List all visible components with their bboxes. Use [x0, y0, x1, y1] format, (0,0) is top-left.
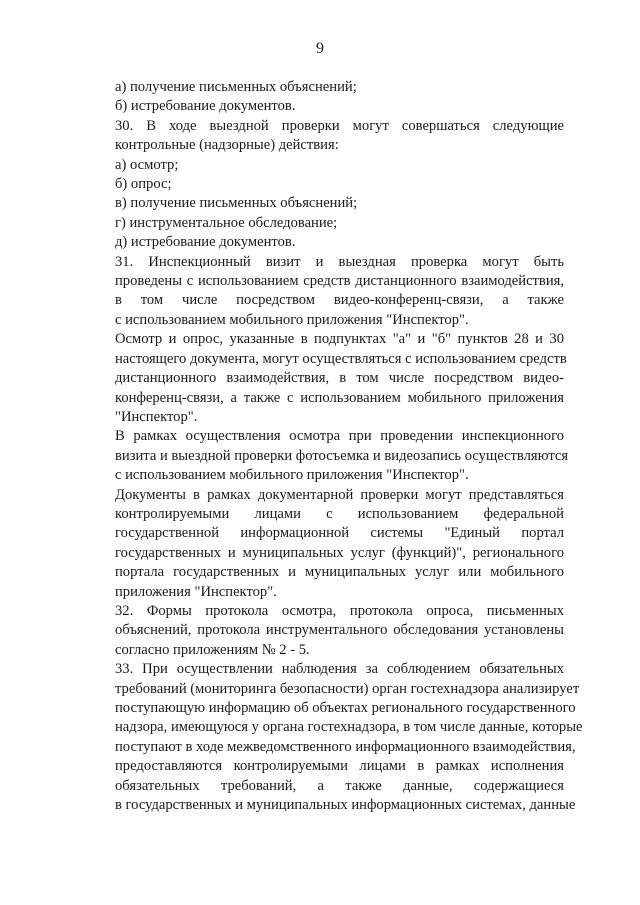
text-line: контролируемыми лицами с использованием федеральной — [115, 505, 564, 522]
text-line: в государственных и муниципальных информационных системах, данные — [115, 797, 576, 814]
text-line: предоставляются контролируемыми лицами в рамках исполнения — [115, 758, 564, 775]
text-line: требований (мониторинга безопасности) орган гостехнадзора анализирует — [115, 680, 580, 697]
text-line: Документы в рамках документарной проверки могут представляться — [115, 486, 564, 503]
text-line: портала государственных и муниципальных услуг или мобильного — [115, 564, 564, 581]
text-line: дистанционного взаимодействия, в том числе посредством видео- — [115, 370, 564, 387]
paragraph — [78, 486, 564, 602]
text-line: В рамках осуществления осмотра при проведении инспекционного — [115, 428, 564, 445]
paragraph — [78, 214, 564, 233]
text-line: г) инструментальное обследование; — [115, 214, 338, 231]
document-body — [78, 78, 583, 815]
text-line: д) истребование документов. — [115, 234, 296, 251]
paragraph — [78, 78, 564, 97]
text-line: надзора, имеющуюся у органа гостехнадзора, в том числе данные, которые — [115, 719, 583, 736]
paragraph — [78, 330, 567, 427]
paragraph — [78, 194, 564, 213]
text-line: а) осмотр; — [115, 156, 179, 173]
text-line: в том числе посредством видео-конференц-связи, а также — [115, 292, 564, 309]
text-line: настоящего документа, могут осуществляться с использованием средств — [115, 350, 567, 367]
text-line: б) истребование документов. — [115, 98, 296, 115]
text-line: б) опрос; — [115, 176, 172, 193]
text-line: "Инспектор". — [115, 408, 198, 425]
text-line: контрольные (надзорные) действия: — [115, 137, 339, 154]
paragraph — [78, 660, 583, 815]
text-line: с использованием мобильного приложения "Инспектор". — [115, 467, 469, 484]
paragraph — [78, 97, 564, 116]
paragraph — [78, 427, 569, 485]
text-line: с использованием мобильного приложения "Инспектор". — [115, 311, 469, 328]
paragraph — [78, 117, 564, 156]
text-line: поступают в ходе межведомственного информационного взаимодействия, — [115, 738, 576, 755]
paragraph — [78, 253, 564, 331]
text-line: объяснений, протокола инструментального обследования установлены — [115, 622, 564, 639]
text-line: государственных и муниципальных услуг (функций)", регионального — [115, 544, 564, 561]
text-line: государственной информационной системы "Единый портал — [115, 525, 564, 542]
text-line: поступающую информацию об объектах регионального государственного — [115, 700, 576, 716]
text-line: 31. Инспекционный визит и выездная проверка могут быть — [115, 253, 564, 270]
text-line: 33. При осуществлении наблюдения за соблюдением обязательных — [115, 661, 564, 678]
text-line: согласно приложениям № 2 - 5. — [115, 641, 310, 658]
page-number: 9 — [316, 40, 324, 57]
text-line: в) получение письменных объяснений; — [115, 195, 358, 212]
text-line: а) получение письменных объяснений; — [115, 79, 357, 95]
paragraph — [78, 233, 564, 252]
text-line: 30. В ходе выездной проверки могут совершаться следующие — [115, 117, 564, 134]
paragraph — [78, 175, 564, 194]
text-line: конференц-связи, а также с использованием мобильного приложения — [115, 389, 564, 406]
paragraph — [78, 602, 564, 660]
text-line: Осмотр и опрос, указанные в подпунктах "а" и "б" пунктов 28 и 30 — [115, 331, 564, 348]
text-line: обязательных требований, а также данные, содержащиеся — [115, 777, 564, 794]
text-line: проведены с использованием средств дистанционного взаимодействия, — [115, 273, 564, 290]
paragraph — [78, 156, 564, 175]
text-line: приложения "Инспектор". — [115, 583, 277, 600]
text-line: визита и выездной проверки фотосъемка и видеозапись осуществляются — [115, 447, 569, 464]
text-line: 32. Формы протокола осмотра, протокола опроса, письменных — [115, 602, 564, 619]
